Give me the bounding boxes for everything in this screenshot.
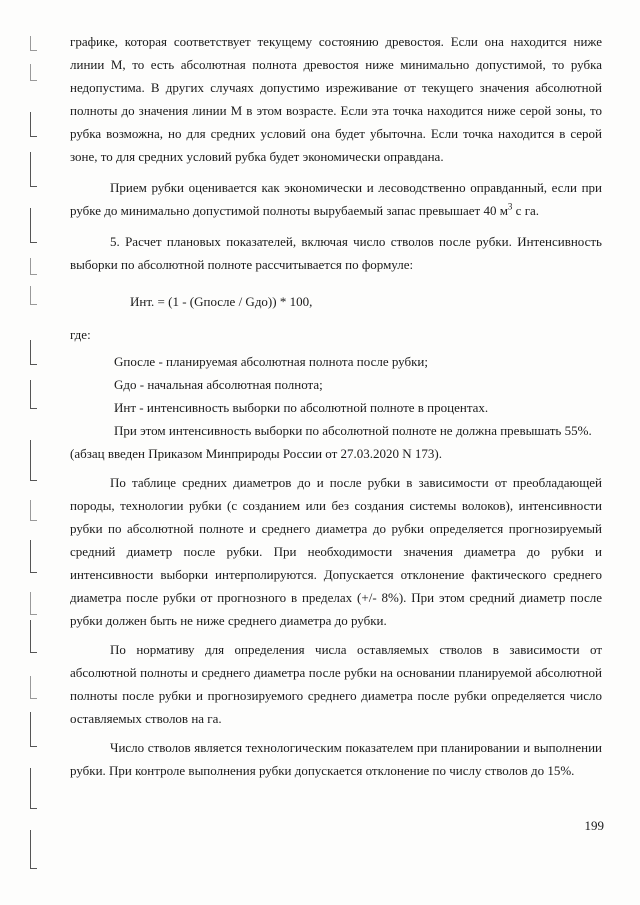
margin-mark [30, 540, 37, 573]
variable-g-after: Gпосле - планируемая абсолютная полнота после рубки; [114, 354, 428, 369]
margin-mark [30, 500, 37, 521]
body-text [70, 30, 602, 782]
variable-intensity: Инт - интенсивность выборки по абсолютной полноте в процентах. [114, 400, 489, 415]
superscript-cubic: 3 [507, 201, 513, 212]
page-number: 199 [584, 818, 604, 833]
paragraph-intensity-limit: При этом интенсивность выборки по абсолютной полноте не должна превышать 55%. [114, 423, 592, 438]
paragraph-stem-count-norm: По нормативу для определения числа оставляемых стволов в зависимости от абсолютной полноты и среднего диаметра после рубки на основании планируемой абсолютной полноты после рубки и прогнозируемого среднего диаметра после рубки определяется число оставляемых стволов на га. [70, 642, 602, 726]
paragraph-planned-indicators: 5. Расчет плановых показателей, включая число стволов после рубки. Интенсивность выборки по абсолютной полноте рассчитывается по формуле: [70, 234, 602, 272]
margin-mark [30, 286, 37, 305]
margin-mark [30, 592, 37, 615]
margin-mark [30, 380, 37, 409]
paragraph-where: где: [70, 327, 91, 342]
margin-mark [30, 152, 37, 187]
paragraph-amendment-note: (абзац введен Приказом Минприроды России от 27.03.2020 N 173). [70, 446, 443, 461]
margin-mark [30, 768, 37, 809]
margin-mark [30, 712, 37, 747]
paragraph-felling-justification: Прием рубки оценивается как экономически и лесоводственно оправданный, если при рубке до минимально допустимой полноты вырубаемый запас превышает 40 $м^3$ с га. [70, 180, 602, 218]
margin-mark [30, 36, 37, 51]
margin-mark [30, 340, 37, 365]
formula-intensity: Инт. = (1 - (Gпосле / Gдо)) * 100, [130, 294, 313, 309]
margin-mark [30, 440, 37, 481]
margin-mark [30, 112, 37, 137]
variable-g-before: Gдо - начальная абсолютная полнота; [114, 377, 323, 392]
margin-mark [30, 208, 37, 243]
margin-mark [30, 258, 37, 275]
margin-mark [30, 620, 37, 653]
paragraph-stem-count-tolerance: Число стволов является технологическим показателем при планировании и выполнении рубки. При контроле выполнения рубки допускается отклонение по числу стволов до 15%. [70, 740, 602, 778]
margin-mark [30, 676, 37, 699]
paragraph-tree-stand-graph: графике, которая соответствует текущему состоянию древостоя. Если она находится ниже линии М, то есть абсолютная полнота древостоя ниже минимально допустимой, то рубка недопустима. В других случаях допустимо изреживание от текущего значения абсолютной полноты до значения линии М в этом возрасте. Если эта точка находится ниже серой зоны, то рубка возможна, но для средних условий она будет убыточна. Если точка находится в серой зоне, то для средних условий рубка будет экономически оправдана. [70, 34, 602, 164]
paragraph-diameter-table: По таблице средних диаметров до и после рубки в зависимости от преобладающей породы, технологии рубки (с созданием или без создания системы волоков), интенсивности рубки по абсолютной полноте и среднего диаметра до рубки определяется прогнозируемый средний диаметр после рубки. При необходимости значения диаметра до рубки и интенсивности выборки интерполируются. Допускается отклонение фактического среднего диаметра после рубки от прогнозного в пределах (+/- 8%). При этом средний диаметр после рубки должен быть не ниже среднего диаметра до рубки. [70, 475, 602, 628]
margin-mark [30, 830, 37, 869]
margin-mark [30, 64, 37, 81]
